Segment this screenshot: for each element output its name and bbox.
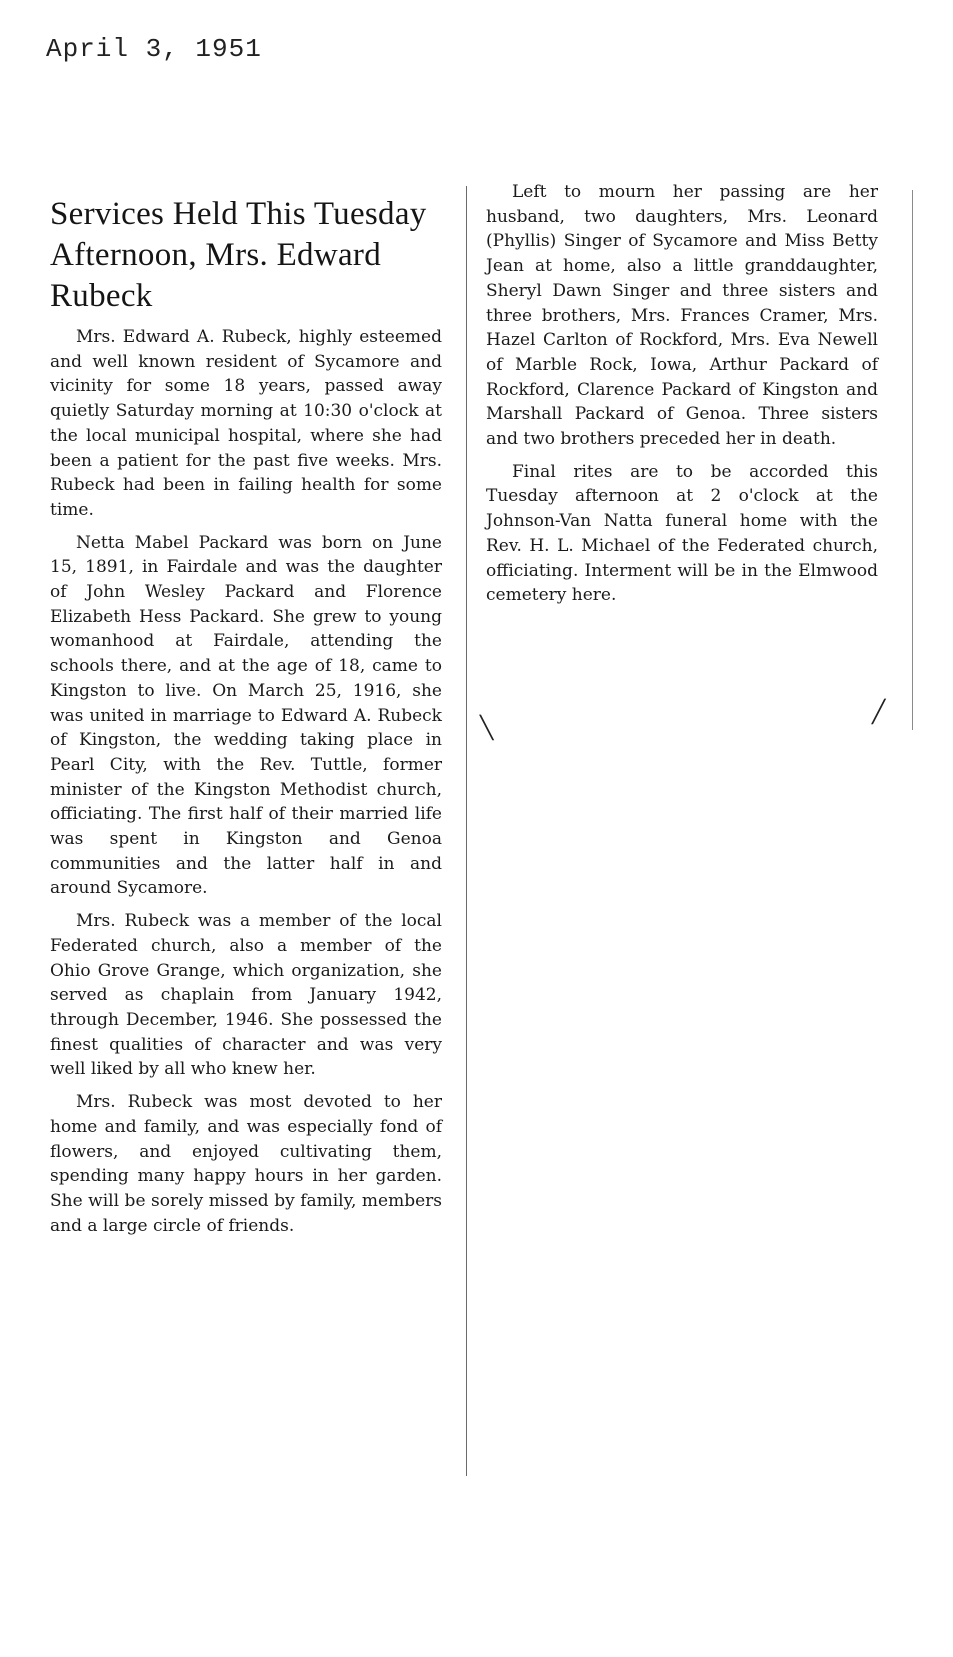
cut-mark-right: ╱: [872, 700, 886, 725]
cut-mark-left: ╲: [480, 716, 494, 741]
clipping-date: April 3, 1951: [46, 34, 262, 64]
column-divider: [466, 186, 467, 1476]
article-column-right: [486, 180, 878, 616]
paragraph-survivors: Left to mourn her passing are her husband, two daughters, Mrs. Leonard (Phyllis) Singer of Sycamore and Miss Betty Jean at home, also a little granddaughter, Sheryl Dawn Singer and three sisters and three brothers, Mrs. Frances Cramer, Mrs. Hazel Carlton of Rockford, Mrs. Eva Newell of Marble Rock, Iowa, Arthur Packard of Rockford, Clarence Packard of Kingston and Marshall Packard of Genoa. Three sisters and two brothers preceded her in death.: [486, 182, 878, 450]
clipping-cut-edge: [912, 190, 913, 730]
paragraph-obituary-intro: Mrs. Edward A. Rubeck, highly esteemed and well known resident of Sycamore and vicinity for some 18 years, passed away quietly Saturday morning at 10:30 o'clock at the local municipal hospital, where she had been a patient for the past five weeks. Mrs. Rubeck had been in failing health for some time.: [50, 327, 442, 520]
paragraph-biography: Netta Mabel Packard was born on June 15, 1891, in Fairdale and was the daughter of John Wesley Packard and Florence Elizabeth Hess Packard. She grew to young womanhood at Fairdale, attending the schools there, and at the age of 18, came to Kingston to live. On March 25, 1916, she was united in marriage to Edward A. Rubeck of Kingston, the wedding taking place in Pearl City, with the Rev. Tuttle, former minister of the Kingston Methodist church, officiating. The first half of their married life was spent in Kingston and Genoa communities and the latter half in and around Sycamore.: [50, 532, 442, 899]
article-column-left: [50, 180, 442, 1246]
paragraph-home-family: Mrs. Rubeck was most devoted to her home and family, and was especially fond of flowers, and enjoyed cultivating them, spending many happy hours in her garden. She will be sorely missed by family, members and a large circle of friends.: [50, 1092, 442, 1236]
newspaper-clipping: [40, 180, 920, 1540]
article-headline: Services Held This Tuesday Afternoon, Mrs. Edward Rubeck: [50, 196, 427, 314]
paragraph-final-rites: Final rites are to be accorded this Tuesday afternoon at 2 o'clock at the Johnson-Van Natta funeral home with the Rev. H. L. Michael of the Federated church, officiating. Interment will be in the Elmwood cemetery here.: [486, 461, 878, 606]
paragraph-church-membership: Mrs. Rubeck was a member of the local Federated church, also a member of the Ohio Grove Grange, which organization, she served as chaplain from January 1942, through December, 1946. She possessed the finest qualities of character and was very well liked by all who knew her.: [50, 911, 442, 1080]
